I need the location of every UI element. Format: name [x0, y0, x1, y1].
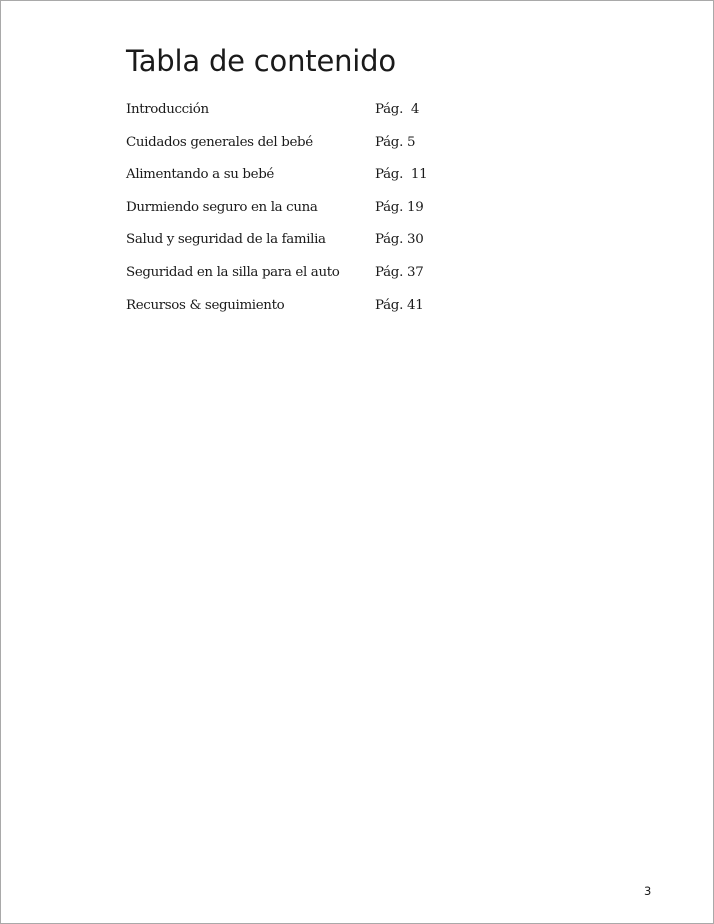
toc-entry-title: Durmiendo seguro en la cuna [126, 199, 318, 215]
toc-entry-salud-seguridad [126, 229, 446, 262]
toc-entry-page-ref: Pág. 41 [375, 297, 424, 313]
page-number: 3 [644, 884, 652, 898]
toc-entry-page-ref: Pág. 4 [375, 102, 420, 117]
toc-entry-recursos [126, 295, 446, 328]
table-of-contents [126, 99, 446, 327]
toc-entry-page-ref: Pág. 37 [375, 264, 424, 280]
toc-entry-title: Seguridad en la silla para el auto [126, 264, 340, 280]
toc-entry-page-ref: Pág. 19 [375, 199, 424, 215]
toc-entry-page-ref: Pág. 11 [375, 167, 428, 183]
toc-entry-title: Introducción [126, 102, 209, 117]
toc-entry-introduccion [126, 99, 446, 132]
toc-entry-durmiendo-seguro [126, 197, 446, 230]
toc-entry-title: Alimentando a su bebé [126, 167, 274, 183]
toc-entry-page-ref: Pág. 30 [375, 232, 424, 248]
toc-entry-page-ref: Pág. 5 [375, 134, 416, 150]
toc-entry-title: Cuidados generales del bebé [126, 134, 313, 150]
toc-entry-title: Recursos & seguimiento [126, 297, 285, 313]
page-title: Tabla de contenido [126, 44, 396, 78]
toc-entry-silla-auto [126, 262, 446, 295]
toc-entry-title: Salud y seguridad de la familia [126, 232, 326, 248]
toc-entry-cuidados-generales [126, 132, 446, 165]
toc-entry-alimentando [126, 164, 446, 197]
